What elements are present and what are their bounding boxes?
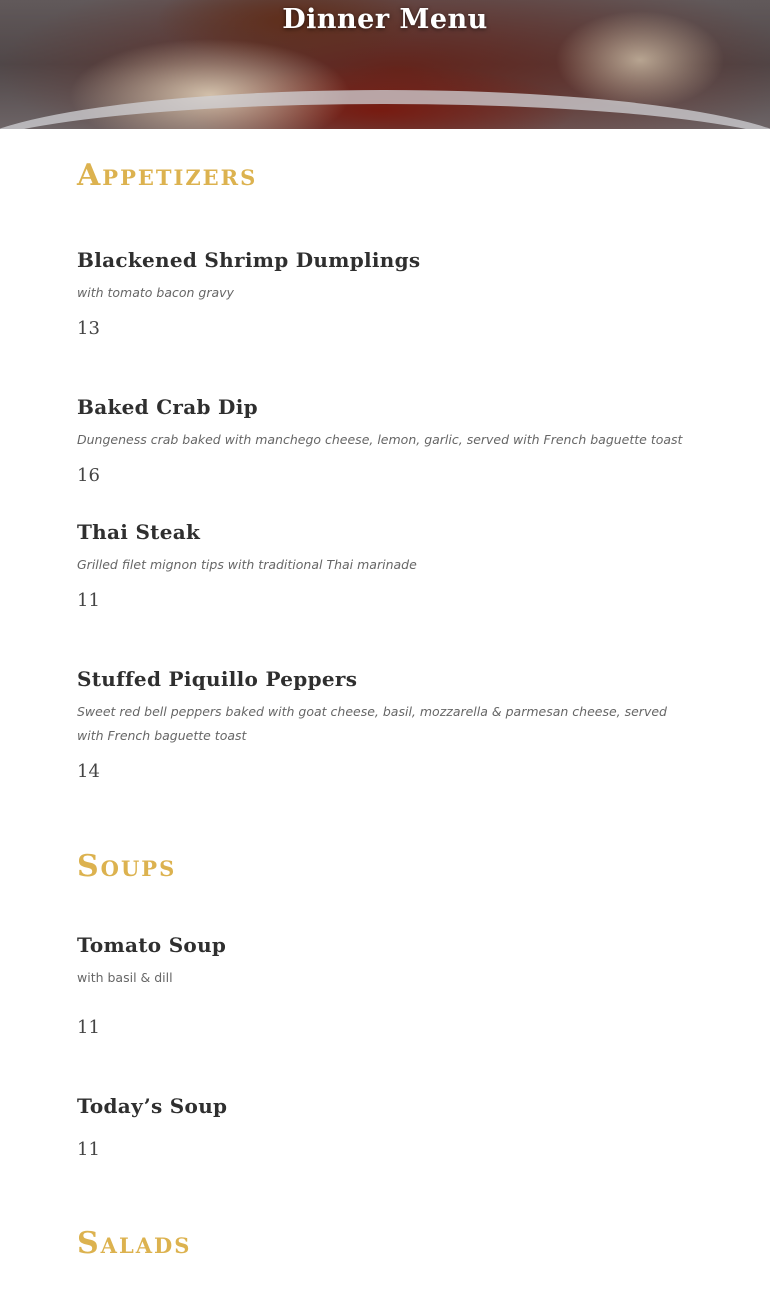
menu-item <box>77 519 697 613</box>
menu-item <box>77 666 697 784</box>
section-title: Soups <box>77 849 177 884</box>
item-name: Today’s Soup <box>77 1094 228 1118</box>
item-price: 11 <box>77 1017 100 1038</box>
section-title: Appetizers <box>77 158 258 193</box>
page-title: Dinner Menu <box>282 4 488 35</box>
item-name: Blackened Shrimp Dumplings <box>77 248 421 272</box>
item-name: Stuffed Piquillo Peppers <box>77 667 358 691</box>
item-description: Grilled filet mignon tips with traditional Thai marinade <box>77 557 417 572</box>
item-price: 13 <box>77 318 100 339</box>
item-name: Thai Steak <box>77 520 201 544</box>
item-description: with tomato bacon gravy <box>77 285 234 300</box>
menu-item <box>77 932 697 1040</box>
section-title: Salads <box>77 1226 192 1261</box>
menu-item <box>77 394 697 488</box>
item-price: 11 <box>77 1139 100 1160</box>
section-appetizers-heading <box>77 156 257 196</box>
item-description: with basil & dill <box>77 970 173 985</box>
hero-banner <box>0 0 770 129</box>
menu-item <box>77 1093 697 1162</box>
section-salads-heading <box>77 1224 191 1264</box>
menu-item <box>77 247 697 341</box>
item-name: Tomato Soup <box>77 933 227 957</box>
item-price: 14 <box>77 761 100 782</box>
hero-plate-image <box>0 90 770 129</box>
section-soups-heading <box>77 847 176 887</box>
item-price: 11 <box>77 590 100 611</box>
item-name: Baked Crab Dip <box>77 395 258 419</box>
item-price: 16 <box>77 465 100 486</box>
item-description: Sweet red bell peppers baked with goat cheese, basil, mozzarella & parmesan cheese, served with French baguette toast <box>77 704 667 743</box>
item-description: Dungeness crab baked with manchego cheese, lemon, garlic, served with French baguette toast <box>77 432 683 447</box>
